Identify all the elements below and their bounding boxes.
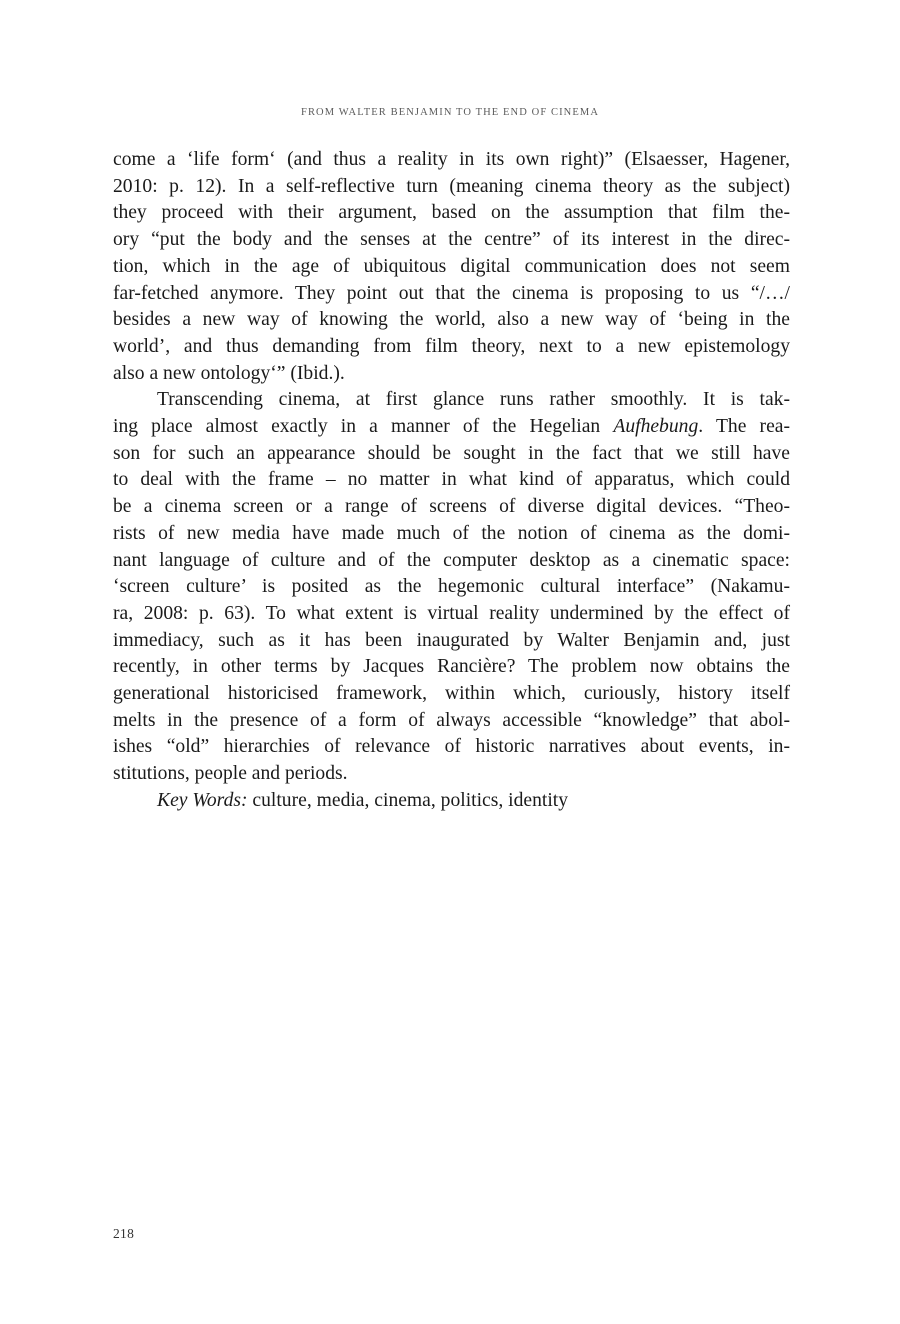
text-line: ishes “old” hierarchies of relevance of historic narratives about events, in- bbox=[113, 736, 790, 758]
text-line: rists of new media have made much of the notion of cinema as the domi- bbox=[113, 522, 790, 544]
text-line: tion, which in the age of ubiquitous digital communication does not seem bbox=[113, 255, 790, 277]
text-line: far-fetched anymore. They point out that the cinema is proposing to us “/…/ bbox=[113, 282, 790, 304]
text-line: recently, in other terms by Jacques Rancière? The problem now obtains the bbox=[113, 656, 790, 678]
emphasis-aufhebung: Aufhebung bbox=[613, 416, 699, 438]
text-line: besides a new way of knowing the world, also a new way of ‘being in the bbox=[113, 309, 790, 331]
paragraph-1 bbox=[113, 147, 790, 387]
text-line: come a ‘life form‘ (and thus a reality in its own right)” (Elsaesser, Hagener, bbox=[113, 149, 790, 170]
text-line: ory “put the body and the senses at the centre” of its interest in the direc- bbox=[113, 229, 790, 251]
text-line: son for such an appearance should be sought in the fact that we still have bbox=[113, 442, 790, 464]
paragraph-2 bbox=[113, 387, 790, 788]
text-line: immediacy, such as it has been inaugurated by Walter Benjamin and, just bbox=[113, 629, 790, 651]
text-line: be a cinema screen or a range of screens of diverse digital devices. “Theo- bbox=[113, 496, 790, 518]
main-text bbox=[113, 147, 790, 815]
text-line: generational historicised framework, within which, curiously, history itself bbox=[113, 683, 790, 705]
text-line: ra, 2008: p. 63). To what extent is virtual reality undermined by the effect of bbox=[113, 602, 790, 624]
text-line: they proceed with their argument, based on the assumption that film the- bbox=[113, 202, 790, 224]
text-line: world’, and thus demanding from film theory, next to a new epistemology bbox=[113, 335, 790, 357]
text-line: stitutions, people and periods. bbox=[113, 763, 348, 785]
text-line: Transcending cinema, at first glance runs rather smoothly. It is tak- bbox=[157, 389, 790, 411]
text-line: ‘screen culture’ is posited as the hegemonic cultural interface” (Nakamu- bbox=[113, 576, 790, 598]
text-segment: ing place almost exactly in a manner of the Hegelian bbox=[113, 416, 614, 438]
text-line: melts in the presence of a form of always accessible “knowledge” that abol- bbox=[113, 709, 790, 731]
page-number: 218 bbox=[113, 1226, 135, 1241]
keywords-label: Key Words: bbox=[157, 789, 248, 811]
keywords-value: culture, media, cinema, politics, identity bbox=[247, 789, 569, 811]
keywords bbox=[113, 788, 790, 815]
text-line-with-emphasis bbox=[113, 414, 790, 441]
text-line: nant language of culture and of the computer desktop as a cinematic space: bbox=[113, 549, 790, 571]
text-segment: . The rea- bbox=[698, 416, 790, 438]
text-line: 2010: p. 12). In a self-reflective turn (meaning cinema theory as the subject) bbox=[113, 175, 790, 197]
running-head: FROM WALTER BENJAMIN TO THE END OF CINEMA bbox=[301, 107, 599, 118]
text-line: to deal with the frame – no matter in what kind of apparatus, which could bbox=[113, 469, 790, 491]
text-line: also a new ontology‘” (Ibid.). bbox=[113, 362, 345, 384]
